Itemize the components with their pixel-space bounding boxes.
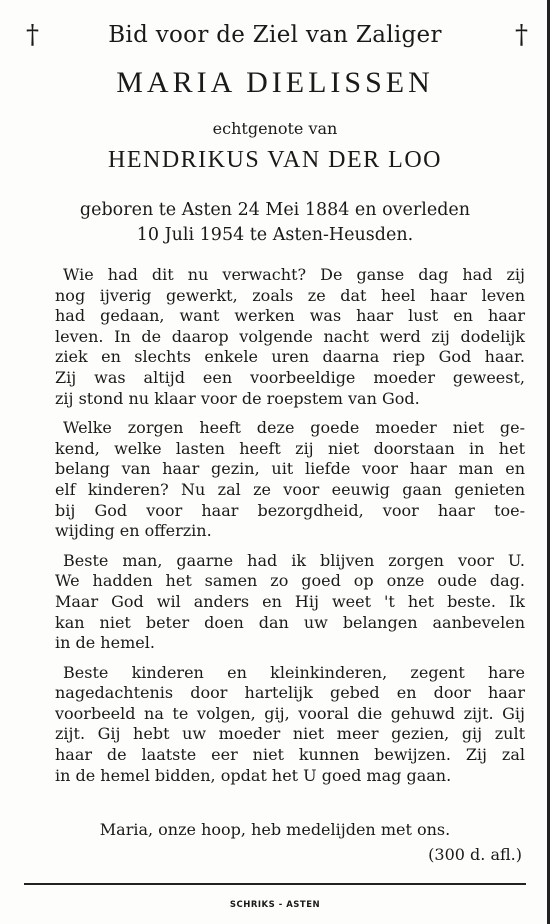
text-line: Welke zorgen heeft deze goede moeder niet ge- — [63, 418, 525, 438]
invocation-heading: Bid voor de Ziel van Zaliger — [108, 22, 442, 48]
text-line: nagedachtenis door hartelijk gebed en door haar — [55, 683, 525, 703]
text-line: Zij was altijd een voorbeeldige moeder geweest, — [55, 367, 525, 387]
cross-icon: † — [26, 20, 39, 50]
text-line: kan niet beter doen dan uw belangen aanbevelen — [55, 612, 525, 632]
spouse-name: HENDRIKUS VAN DER LOO — [108, 147, 442, 173]
spouse-intro: echtgenote van — [212, 119, 338, 138]
life-dates — [0, 198, 550, 248]
text-line: Wie had dit nu verwacht? De ganse dag had zij — [63, 265, 525, 284]
text-line: belang van haar gezin, uit liefde voor haar man en — [55, 459, 525, 479]
dates-line-1: geboren te Asten 24 Mei 1884 en overleden — [79, 200, 471, 220]
text-line: zij stond nu klaar voor de roepstem van God. — [55, 388, 420, 408]
printer-imprint: SCHRIKS - ASTEN — [229, 900, 321, 910]
text-line: We hadden het samen zo goed op onze oude dag. — [55, 571, 525, 591]
text-line: voorbeeld na te volgen, gij, vooral die gehuwd zijt. Gij — [55, 703, 525, 723]
text-line: Beste kinderen en kleinkinderen, zegent hare — [63, 662, 525, 682]
deceased-name: MARIA DIELISSEN — [116, 66, 434, 99]
dates-line-2: 10 Juli 1954 te Asten-Heusden. — [136, 225, 414, 245]
text-line: in de hemel bidden, opdat het U goed mag gaan. — [55, 765, 452, 785]
paragraph — [55, 551, 525, 654]
text-line: kend, welke lasten heeft zij niet doorstaan in het — [55, 438, 525, 458]
text-line: leven. In de daarop volgende nacht werd zij dodelijk — [55, 326, 525, 346]
text-line: zijt. Gij hebt uw moeder niet meer gezien, gij zult — [55, 724, 525, 744]
indulgence-count: (300 d. afl.) — [428, 845, 522, 864]
text-line: ziek en slechts enkele uren daarna riep God haar. — [55, 347, 525, 367]
cross-icon: † — [515, 20, 528, 50]
text-line: haar de laatste eer niet kunnen bewijzen. Zij zal — [55, 745, 525, 765]
closing-prayer: Maria, onze hoop, heb medelijden met ons. — [99, 820, 451, 839]
text-line: nog ijverig gewerkt, zoals ze dat heel haar leven — [55, 285, 525, 305]
paragraph — [55, 663, 525, 787]
text-line: elf kinderen? Nu zal ze voor eeuwig gaan genieten — [55, 479, 525, 499]
divider — [24, 883, 526, 885]
text-line: Beste man, gaarne had ik blijven zorgen voor U. — [63, 550, 525, 570]
text-line: bij God voor haar bezorgdheid, voor haar toe- — [55, 500, 525, 520]
text-line: had gedaan, want werken was haar lust en haar — [55, 306, 525, 326]
memorial-text — [55, 265, 525, 795]
text-line: in de hemel. — [55, 633, 155, 653]
paragraph — [55, 418, 525, 542]
paragraph — [55, 265, 525, 409]
text-line: wijding en offerzin. — [55, 521, 212, 541]
text-line: Maar God wil anders en Hij weet 't het beste. Ik — [55, 591, 525, 611]
